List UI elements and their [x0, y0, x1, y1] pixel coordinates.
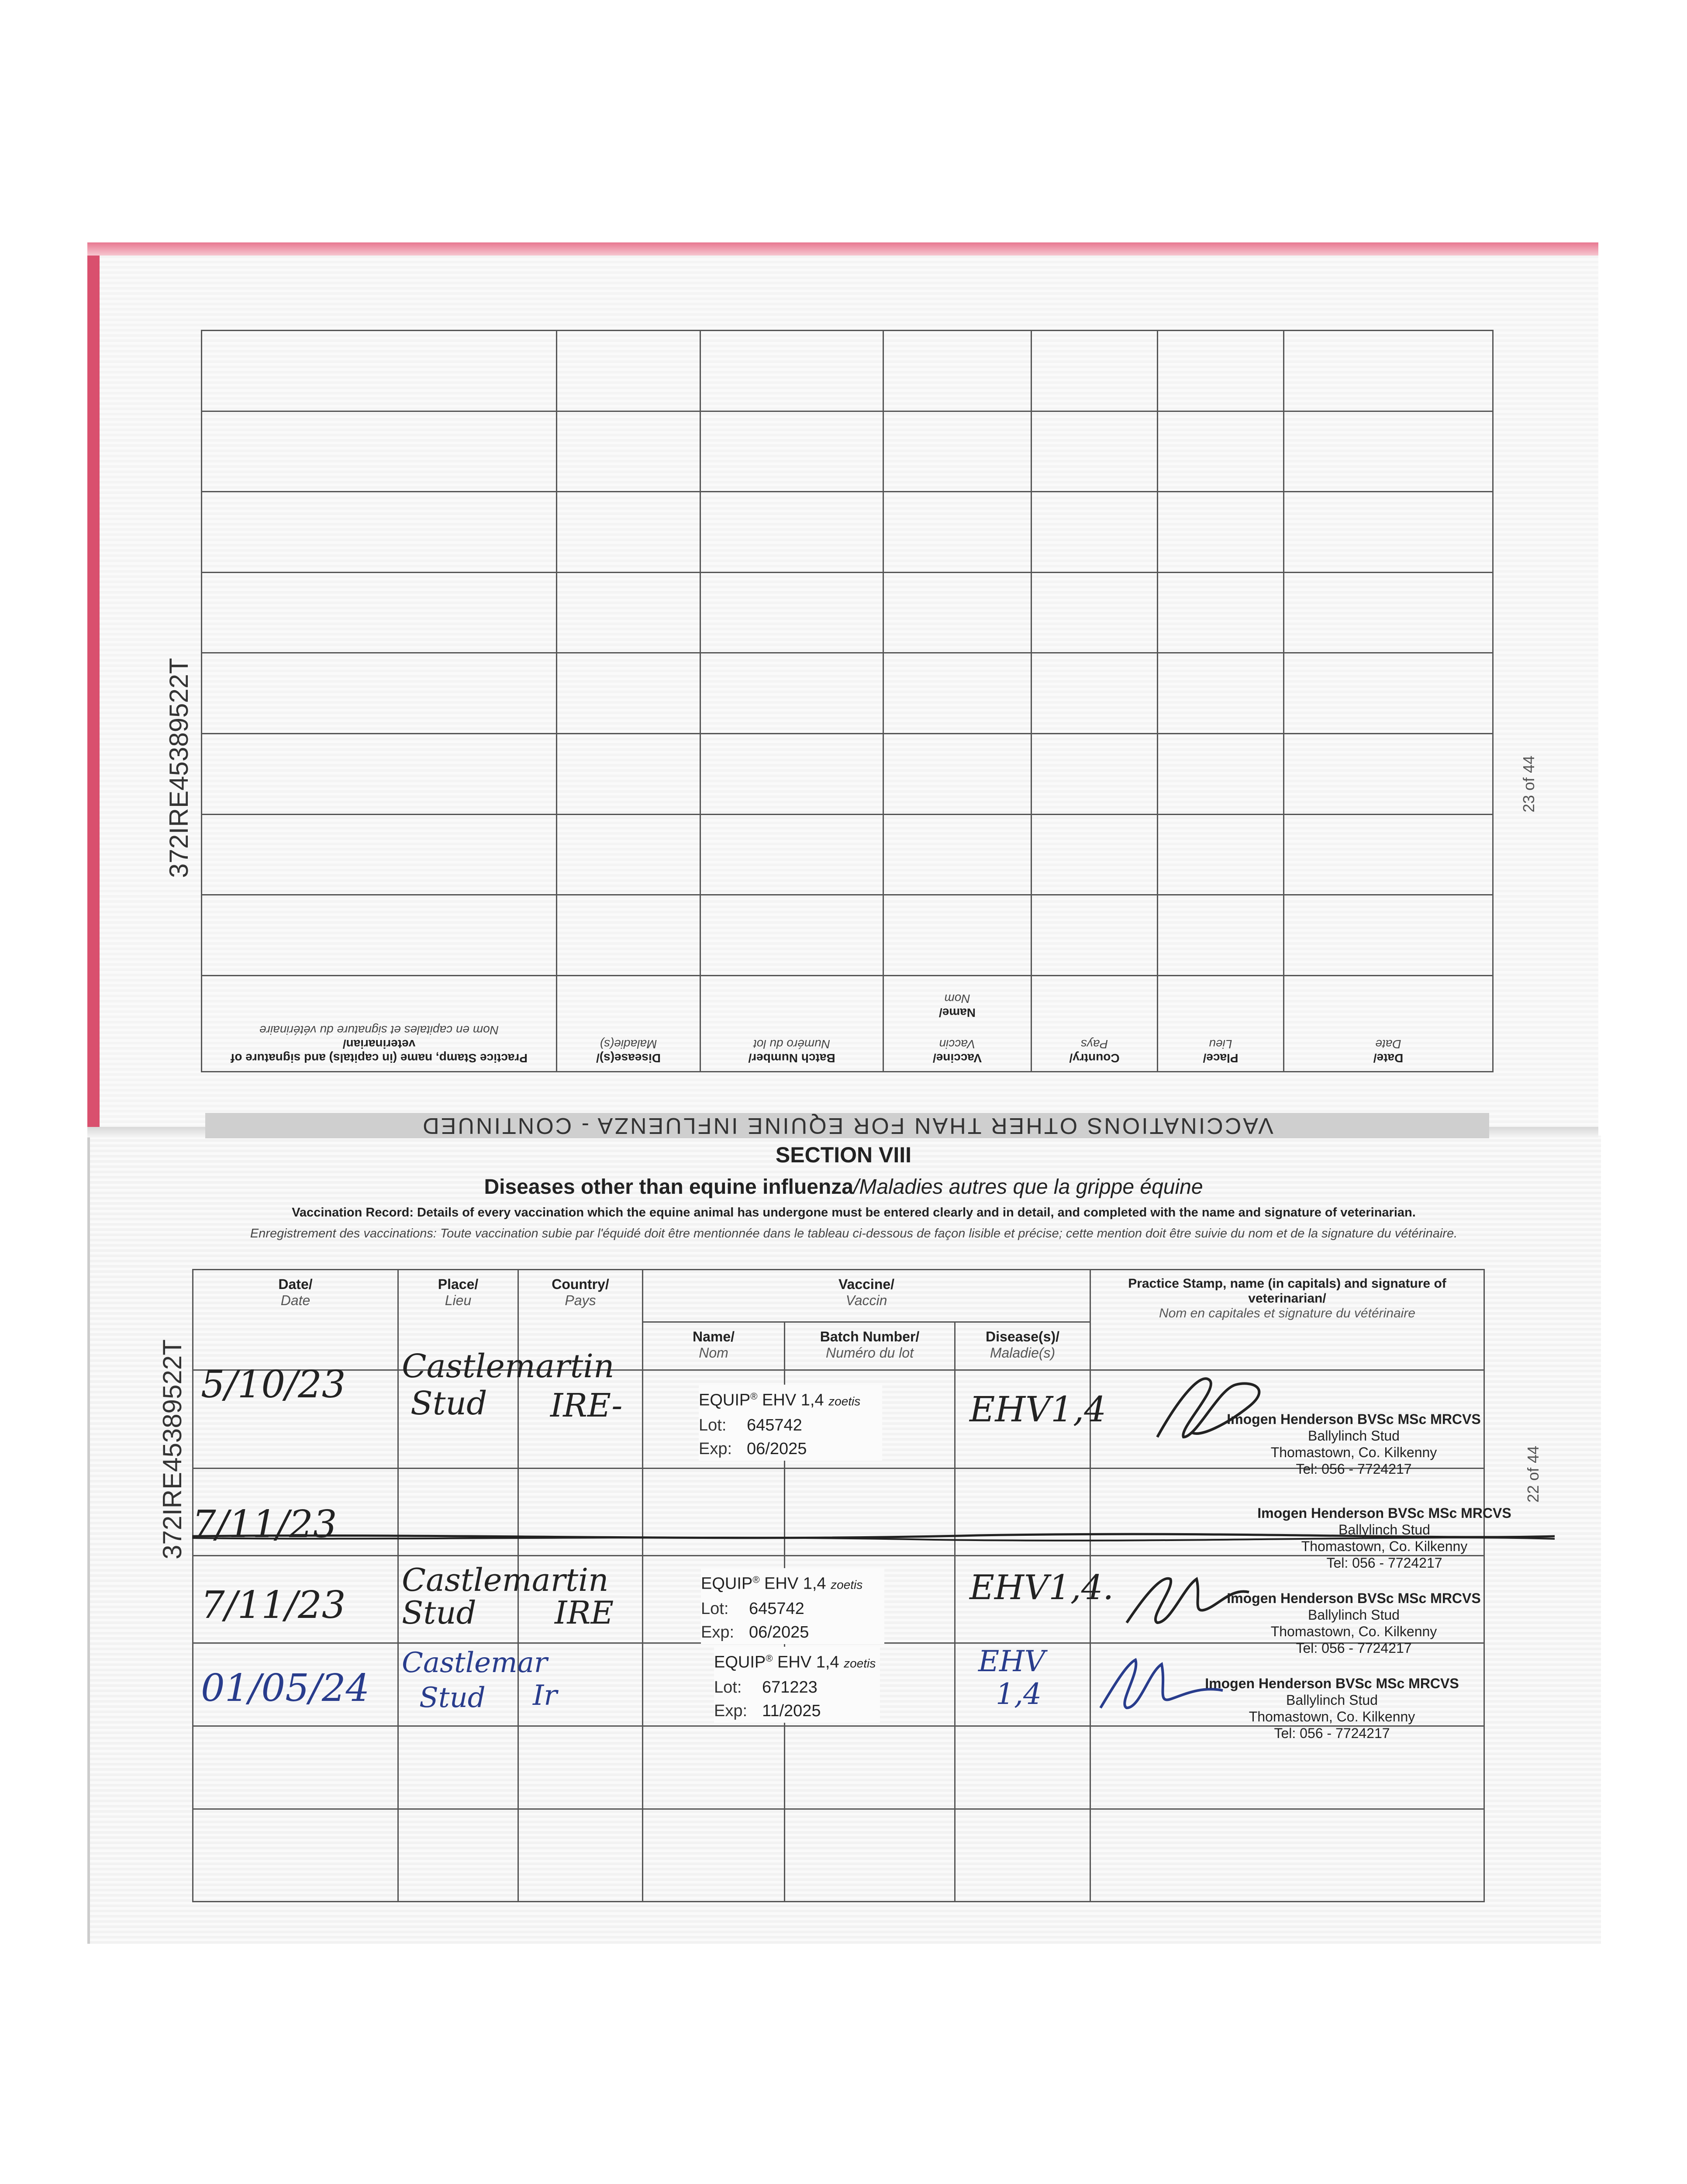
row2-vet-stamp: Imogen Henderson BVSc MSc MRCVS Ballylinch Stud Thomastown, Co. Kilkenny Tel: 056 - 7724217 [1257, 1505, 1511, 1571]
row1-vet-stamp: Imogen Henderson BVSc MSc MRCVS Ballylinch Stud Thomastown, Co. Kilkenny Tel: 056 - 7724217 [1227, 1411, 1481, 1477]
row3-country: IRE [555, 1594, 614, 1631]
row4-place-line2: Stud [419, 1682, 486, 1714]
row3-place-line2: Stud [402, 1594, 476, 1631]
passport-id-bottom: 372IRE45389522T [158, 1339, 187, 1559]
header-disease: Disease(s)/ Maladie(s) [557, 976, 700, 1072]
section-title: SECTION VIII [775, 1143, 912, 1167]
row4-place-line1: Castlemar [402, 1647, 548, 1679]
continued-banner: VACCINATIONS OTHER THAN FOR EQUINE INFLUENZA - CONTINUED [205, 1113, 1489, 1138]
page-number-top: 23 of 44 [1520, 755, 1538, 812]
row3-disease: EHV1,4. [969, 1568, 1114, 1607]
row1-disease: EHV1,4 [969, 1389, 1107, 1430]
row1-place-line2: Stud [411, 1385, 487, 1422]
row3-date: 7/11/23 [201, 1583, 346, 1627]
header-vaccine: Vaccine/ Vaccin [643, 1270, 1090, 1322]
header-name: Vaccine/ Vaccin Name/ Nom [883, 976, 1032, 1072]
cover-top-edge [87, 242, 1598, 256]
header-disease: Disease(s)/ Maladie(s) [955, 1322, 1090, 1370]
section-subtitle: Diseases other than equine influenza/Maladies autres que la grippe équine [484, 1175, 1203, 1199]
row1-vaccine-sticker: EQUIP® EHV 1,4 zoetis Lot: 645742 Exp: 06/2025 [699, 1385, 882, 1461]
page-number-bottom: 22 of 44 [1524, 1445, 1542, 1503]
top-vaccination-table [201, 330, 1494, 1072]
row1-country: IRE- [550, 1387, 623, 1424]
row4-vaccine-sticker: EQUIP® EHV 1,4 zoetis Lot: 671223 Exp: 11/2025 [714, 1647, 880, 1723]
header-batch: Batch Number/ Numéro du lot [785, 1322, 955, 1370]
header-place: Place/ Lieu [398, 1270, 518, 1370]
row4-disease-line2: 1,4 [996, 1677, 1042, 1711]
header-country: Country/ Pays [518, 1270, 643, 1370]
header-country: Country/ Pays [1032, 976, 1158, 1072]
header-stamp: Practice Stamp, name (in capitals) and signature of veterinarian/ Nom en capitales et signature du vétérinaire [1090, 1270, 1484, 1370]
row3-vet-stamp: Imogen Henderson BVSc MSc MRCVS Ballylinch Stud Thomastown, Co. Kilkenny Tel: 056 - 7724217 [1227, 1590, 1481, 1656]
record-instructions-fr: Enregistrement des vaccinations: Toute vaccination subie par l'équidé doit être mentionnée dans le tableau ci-dessous de façon lisible et précise; cette mention doit être suivie du nom et de la signature du vétérinaire. [250, 1227, 1458, 1241]
header-date: Date/ Date [193, 1270, 398, 1370]
row4-country: Ir [533, 1679, 557, 1712]
header-batch: Batch Number/ Numéro du lot [700, 976, 883, 1072]
row4-vet-stamp: Imogen Henderson BVSc MSc MRCVS Ballylinch Stud Thomastown, Co. Kilkenny Tel: 056 - 7724217 [1205, 1676, 1459, 1741]
cover-edge [87, 242, 100, 1129]
row3-vaccine-sticker: EQUIP® EHV 1,4 zoetis Lot: 645742 Exp: 06/2025 [701, 1568, 884, 1644]
header-date: Date/ Date [1284, 976, 1493, 1072]
row4-date: 01/05/24 [201, 1666, 370, 1710]
header-name: Name/ Nom [643, 1322, 785, 1370]
row1-date: 5/10/23 [201, 1363, 346, 1406]
row4-disease-line1: EHV [978, 1645, 1045, 1678]
row3-place-line1: Castlemartin [402, 1562, 609, 1598]
table-row [193, 1809, 1484, 1902]
header-place: Place/ Lieu [1158, 976, 1284, 1072]
header-stamp: Practice Stamp, name (in capitals) and signature of veterinarian/ Nom en capitales et signature du vétérinaire [202, 976, 557, 1072]
row1-place-line1: Castlemartin [402, 1348, 614, 1385]
record-instructions-en: Vaccination Record: Details of every vaccination which the equine animal has undergone must be entered clearly and in detail, and completed with the name and signature of veterinarian. [292, 1206, 1416, 1220]
passport-id-top: 372IRE45389522T [164, 658, 193, 878]
row2-date-struck: 7/11/23 [192, 1503, 337, 1546]
